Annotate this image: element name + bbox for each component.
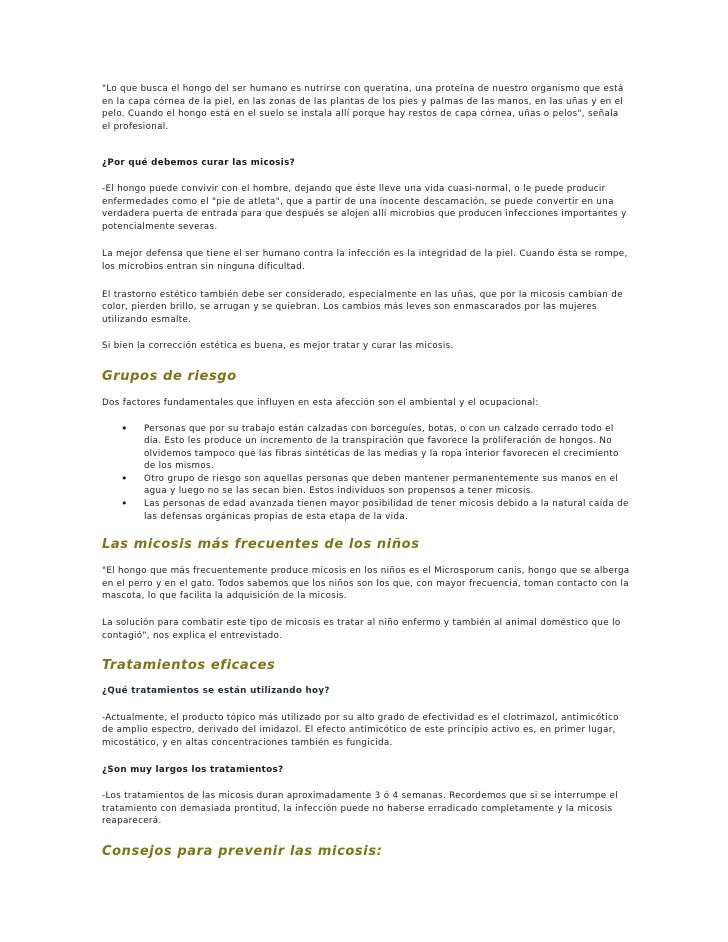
paragraph-defensa: La mejor defensa que tiene el ser humano contra la infección es la integridad de la piel. Cuando ésta se rompe, los microbios entran sin ninguna dificultad. bbox=[102, 249, 628, 272]
question-why-cure: ¿Por qué debemos curar las micosis? bbox=[102, 158, 296, 169]
heading-tratamientos: Tratamientos eficaces bbox=[102, 658, 276, 674]
paragraph-duracion: -Los tratamientos de las micosis duran aproximadamente 3 ó 4 semanas. Recordemos que si se interrumpe el tratamiento con demasiada prontitud, la infección puede no haberse erradicado completamente y la micosis reaparecerá. bbox=[102, 791, 618, 827]
list-item-text: Otro grupo de riesgo son aquellas personas que deben mantener permanentemente sus manos en el agua y luego no se las secan bien. Estos individuos son propensos a tener micosis. bbox=[144, 473, 619, 497]
heading-consejos: Consejos para prevenir las micosis: bbox=[102, 843, 383, 859]
bullet-icon: • bbox=[121, 497, 128, 511]
paragraph-microsporum: "El hongo que más frecuentemente produce micosis en los niños es el Microsporum canis, hongo que se alberga en el perro y en el gato. Todos sabemos que los niños son los que, con mayor frecuencia, toman contacto con la mascota, lo que facilita la adquisición de la micosis. bbox=[102, 566, 630, 602]
list-item bbox=[102, 473, 630, 498]
paragraph-estetico: El trastorno estético también debe ser considerado, especialmente en las uñas, que por la micosis cambian de color, pierden brillo, se arrugan y se quiebran. Los cambios más leves son enmascarados por las mujeres utilizando esmalte. bbox=[102, 289, 623, 325]
bullet-icon: • bbox=[121, 421, 128, 435]
risk-group-list bbox=[102, 423, 630, 524]
paragraph-factores: Dos factores fundamentales que influyen en esta afección son el ambiental y el ocupacional: bbox=[102, 397, 539, 408]
heading-micosis-ninos: Las micosis más frecuentes de los niños bbox=[102, 537, 420, 553]
list-item-text: Personas que por su trabajo están calzadas con borceguíes, botas, o con un calzado cerrado todo el día. Esto les produce un incremento de la transpiración que favorece la proliferación de hongos. No olvidemos tampoco que las fibras sintéticas de las medias y la ropa interior favorecen el crecimiento de los mismos. bbox=[144, 423, 619, 472]
heading-grupos-riesgo: Grupos de riesgo bbox=[102, 368, 237, 384]
paragraph-correccion: Si bien la corrección estética es buena, es mejor tratar y curar las micosis. bbox=[102, 341, 454, 352]
list-item-text: Las personas de edad avanzada tienen mayor posibilidad de tener micosis debido a la natural caída de las defensas orgánicas propias de esta etapa de la vida. bbox=[144, 499, 629, 522]
list-item bbox=[102, 423, 630, 473]
question-duracion: ¿Son muy largos los tratamientos? bbox=[102, 764, 284, 775]
paragraph-convivir: -El hongo puede convivir con el hombre, dejando que éste lleve una vida cuasi-normal, o le puede producir enfermedades como el "pie de atleta", que a partir de una inocente descamación, se puede convertir en una verdadera puerta de entrada para que después se alojen allí microbios que producen infecciones importantes y potencialmente severas. bbox=[102, 183, 627, 232]
bullet-icon: • bbox=[121, 471, 128, 485]
paragraph-solucion: La solución para combatir este tipo de micosis es tratar al niño enfermo y también al animal doméstico que lo contagió", nos explica el entrevistado. bbox=[102, 618, 621, 641]
paragraph-queratina: "Lo que busca el hongo del ser humano es nutrirse con queratina, una proteína de nuestro organismo que está en la capa córnea de la piel, en las zonas de las plantas de los pies y palmas de las manos, en las uñas y en el pelo. Cuando el hongo está en el suelo se instala allí porque hay restos de capa córnea, uñas o pelos", señala el profesional. bbox=[102, 84, 624, 132]
document-body bbox=[102, 83, 630, 860]
list-item bbox=[102, 498, 630, 523]
paragraph-clotrimazol: -Actualmente, el producto tópico más utilizado por su alto grado de efectividad es el clotrimazol, antimicótico de amplio espectro, derivado del imidazol. El efecto antimicótico de este principio activo es, en primer lugar, micostático, y en altas concentraciones también es fungicida. bbox=[102, 712, 619, 748]
question-tratamientos-hoy: ¿Qué tratamientos se están utilizando hoy? bbox=[102, 686, 330, 697]
